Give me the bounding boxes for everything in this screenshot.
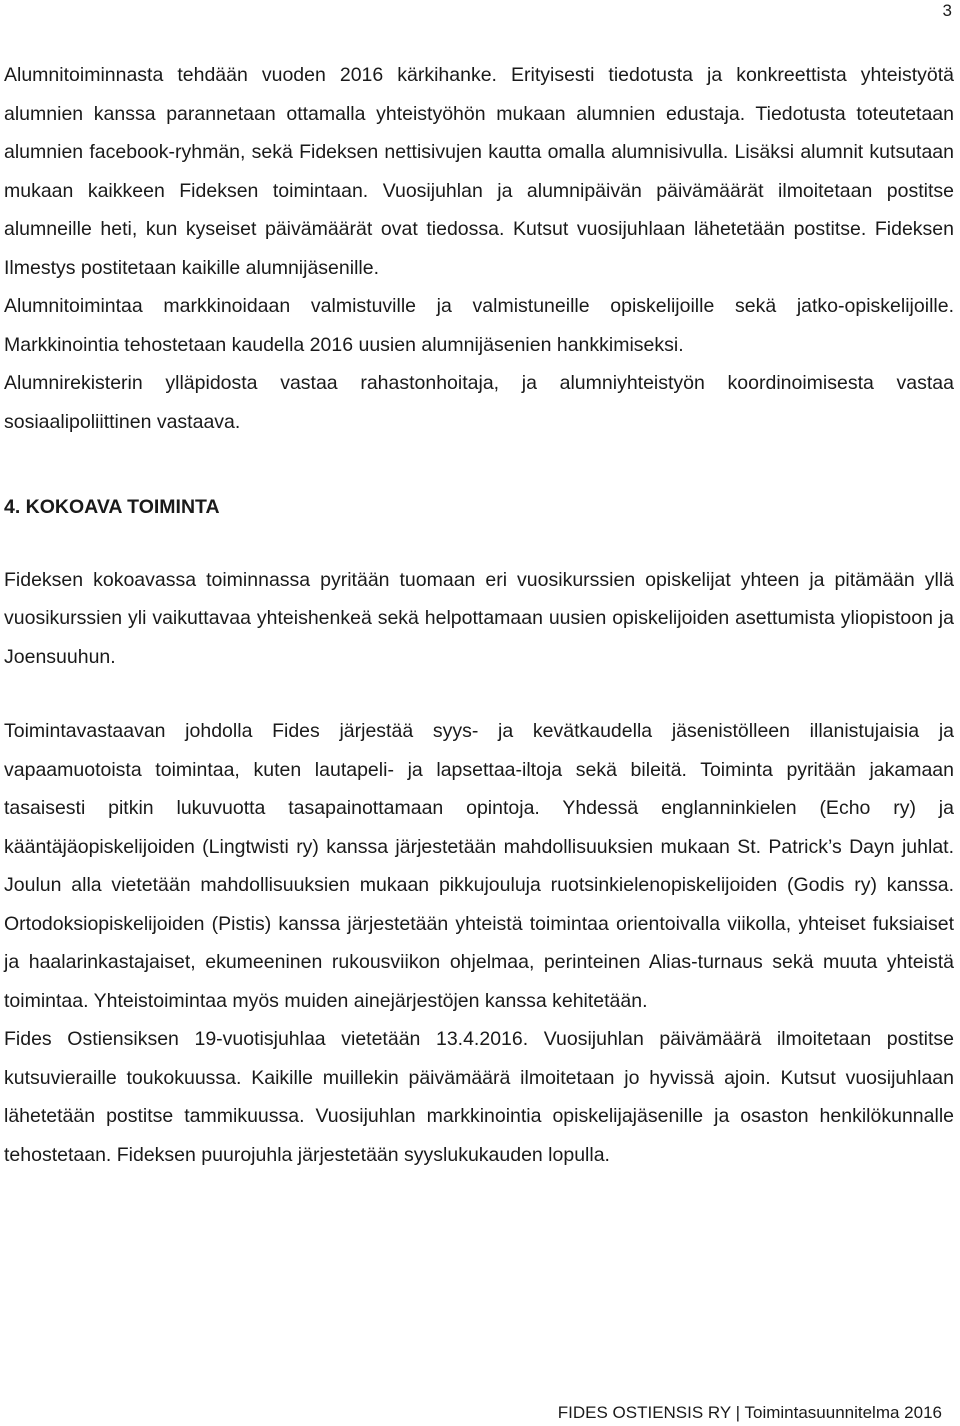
paragraph-anniversary: Fides Ostiensiksen 19-vuotisjuhlaa vietetään 13.4.2016. Vuosijuhlan päivämäärä ilmoitetaan postitse kutsuvieraille toukokuussa. Kaikille muillekin päivämäärä ilmoitetaan jo hyvissä ajoin. Kutsut vuosijuhlaan lähetetään postitse tammikuussa. Vuosijuhlan markkinointia opiskelijajäsenille ja osaston henkilökunnalle tehostetaan. Fideksen puurojuhla järjestetään syyslukukauden lopulla. [4, 1028, 954, 1166]
document-body [4, 56, 954, 1174]
page-footer: FIDES OSTIENSIS RY | Toimintasuunnitelma 2016 [557, 1403, 942, 1422]
paragraph-alumni-marketing: Alumnitoimintaa markkinoidaan valmistuville ja valmistuneille opiskelijoille sekä jatko-opiskelijoille. Markkinointia tehostetaan kaudella 2016 uusien alumnijäsenien hankkimiseksi. [4, 295, 954, 356]
paragraph-activities: Toimintavastaavan johdolla Fides järjestää syys- ja kevätkaudella jäsenistölleen illanistujaisia ja vapaamuotoista toimintaa, kuten lautapeli- ja lapsettaa-iltoja sekä bileitä. Toiminta pyritään jakamaan tasaisesti pitkin lukuvuotta tasapainottamaan opintoja. Yhdessä englanninkielen (Echo ry) ja kääntäjäopiskelijoiden (Lingtwisti ry) kanssa järjestetään mahdollisuuksien mukaan St. Patrick’s Dayn juhlat. Joulun alla vietetään mahdollisuuksien mukaan pikkujouluja ruotsinkielenopiskelijoiden (Godis ry) kanssa. Ortodoksiopiskelijoiden (Pistis) kanssa järjestetään yhteistä toimintaa orientoivalla viikolla, yhteiset fuksiaiset ja haalarinkastajaiset, ekumeeninen rukousviikon ohjelmaa, perinteinen Alias-turnaus sekä muuta yhteistä toimintaa. Yhteistoimintaa myös muiden ainejärjestöjen kanssa kehitetään. [4, 720, 954, 1012]
paragraph-alumni-intro: Alumnitoiminnasta tehdään vuoden 2016 kärkihanke. Erityisesti tiedotusta ja konkreettista yhteistyötä alumnien kanssa parannetaan ottamalla yhteistyöhön mukaan alumnien edustaja. Tiedotusta toteutetaan alumnien facebook-ryhmän, sekä Fideksen nettisivujen kautta omalla alumnisivulla. Lisäksi alumnit kutsutaan mukaan kaikkeen Fideksen toimintaan. Vuosijuhlan ja alumnipäivän päivämäärät ilmoitetaan postitse alumneille heti, kun kyseiset päivämäärät ovat tiedossa. Kutsut vuosijuhlaan lähetetään postitse. Fideksen Ilmestys postitetaan kaikille alumnijäsenille. [4, 64, 954, 279]
paragraph-section-intro: Fideksen kokoavassa toiminnassa pyritään tuomaan eri vuosikurssien opiskelijat yhteen ja pitämään yllä vuosikurssien yli vaikuttavaa yhteishenkeä sekä helpottamaan uusien opiskelijoiden asettumista yliopistoon ja Joensuuhun. [4, 568, 954, 668]
paragraph-alumni-register: Alumnirekisterin ylläpidosta vastaa rahastonhoitaja, ja alumniyhteistyön koordinoimisesta vastaa sosiaalipoliittinen vastaava. [4, 372, 954, 433]
page-number: 3 [942, 1, 952, 20]
section-heading: 4. KOKOAVA TOIMINTA [4, 496, 220, 518]
